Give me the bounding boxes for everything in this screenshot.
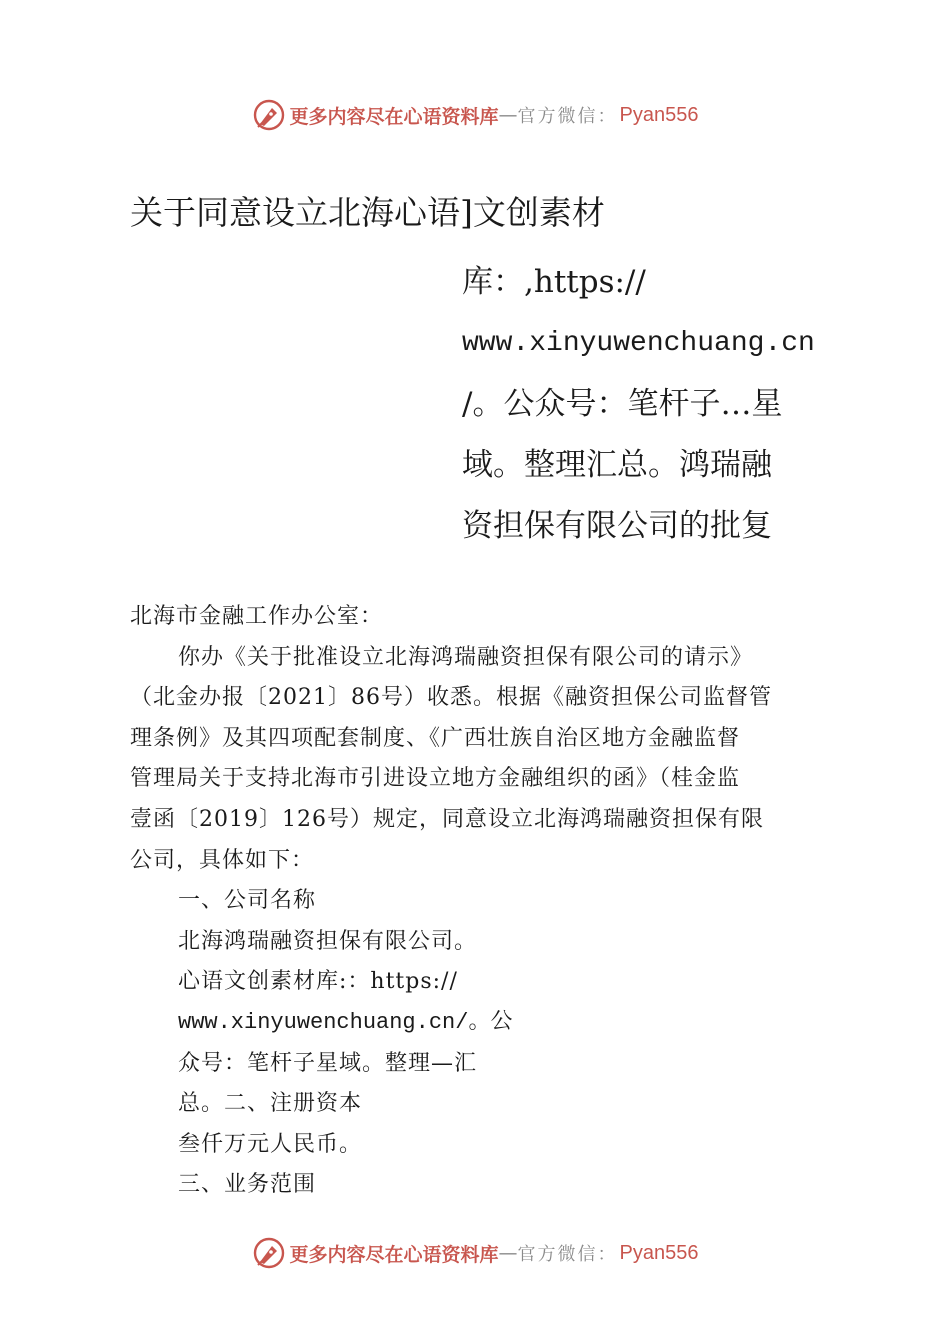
- company-name-value: 北海鸿瑞融资担保有限公司。: [178, 928, 478, 954]
- banner-wechat-id: Pyan556: [619, 1241, 699, 1264]
- section-heading-company-name: 一、公司名称: [178, 888, 317, 914]
- footer-banner: [0, 1233, 950, 1273]
- document-title-line-4: /。公众号：笔杆子…星: [462, 386, 783, 422]
- banner-official-label: 官方微信：: [517, 1244, 618, 1265]
- banner-wechat-id: Pyan556: [619, 103, 699, 126]
- pen-nib-logo-icon: [252, 1236, 286, 1270]
- document-title-continuation: [462, 252, 842, 557]
- document-title-line-6: 资担保有限公司的批复: [462, 508, 772, 544]
- section-heading-business-scope: 三、业务范围: [178, 1172, 317, 1198]
- document-title-line-2: 库：,https://: [462, 264, 646, 300]
- paragraph-line: 公司，具体如下：: [130, 847, 315, 873]
- pen-nib-logo-icon: [252, 98, 286, 132]
- paragraph-line: 理条例》及其四项配套制度、《广西壮族自治区地方金融监督: [130, 725, 741, 751]
- section-heading-registered-capital: 总。二、注册资本: [178, 1091, 363, 1117]
- paragraph-line: 管理局关于支持北海市引进设立地方金融组织的函》（桂金监: [130, 766, 741, 792]
- watermark-line: 心语文创素材库:：https://: [178, 969, 458, 995]
- banner-official-label: 官方微信：: [517, 106, 618, 127]
- paragraph-line: 你办《关于批准设立北海鸿瑞融资担保有限公司的请示》: [178, 644, 754, 670]
- paragraph-line: 壹函〔2019〕126号）规定，同意设立北海鸿瑞融资担保有限: [130, 806, 764, 832]
- document-body: [130, 597, 830, 1206]
- document-title-line-5: 域。整理汇总。鸿瑞融: [462, 447, 772, 483]
- banner-dash: —: [498, 104, 518, 126]
- paragraph-line: （北金办报〔2021〕86号）收悉。根据《融资担保公司监督管: [130, 685, 772, 711]
- watermark-line: 众号：笔杆子星域。整理—汇: [178, 1050, 478, 1076]
- banner-brand: 更多内容尽在心语资料库: [289, 105, 499, 128]
- registered-capital-value: 叁仟万元人民币。: [178, 1131, 363, 1157]
- watermark-line: www.xinyuwenchuang.cn/。公: [178, 1009, 513, 1035]
- document-title-line-1: 关于同意设立北海心语]文创素材: [130, 193, 605, 232]
- document-title-line-3: www.xinyuwenchuang.cn: [462, 328, 815, 359]
- addressee: 北海市金融工作办公室：: [130, 604, 384, 629]
- header-banner: [0, 95, 950, 135]
- banner-dash: —: [498, 1242, 518, 1264]
- banner-brand: 更多内容尽在心语资料库: [289, 1243, 499, 1266]
